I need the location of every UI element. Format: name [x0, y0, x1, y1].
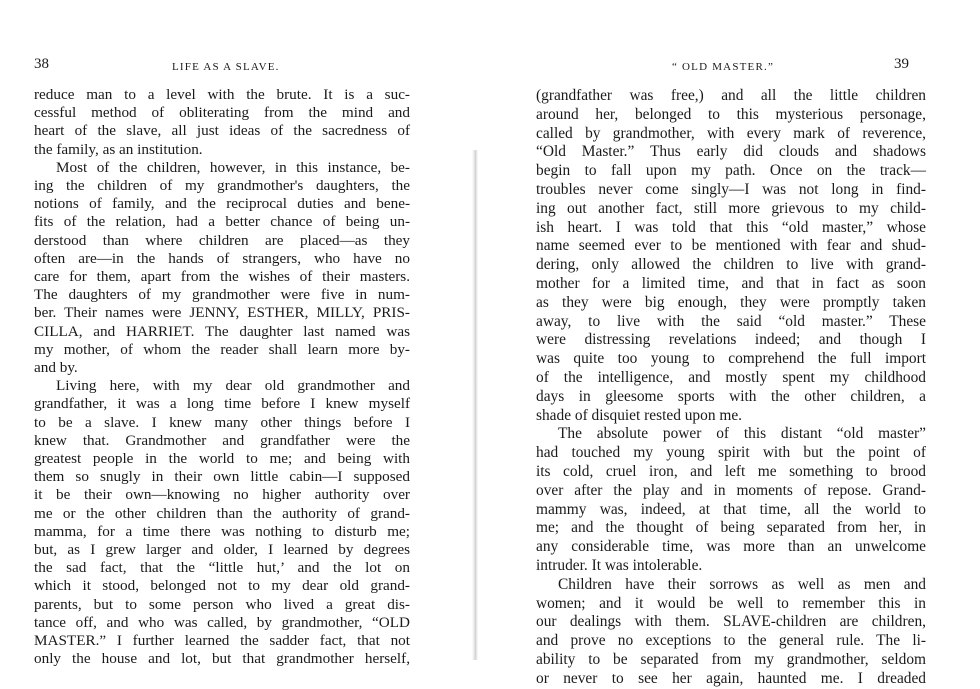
text-line: notions of family, and the reciprocal duties and bene-: [34, 195, 410, 213]
text-line: them so snugly in their own little cabin—I supposed: [34, 468, 410, 486]
text-line: often are—in the hands of strangers, who have no: [34, 249, 410, 267]
page-number: 38: [34, 56, 49, 72]
text-line: “Old Master.” Thus early did clouds and shadows: [536, 143, 926, 161]
text-line: Living here, with my dear old grandmother and: [56, 377, 410, 395]
text-line: only the house and lot, but that grandmother herself,: [34, 650, 410, 668]
text-line: as they were big enough, they were promptly taken: [536, 293, 926, 311]
text-line: and by.: [34, 359, 78, 377]
text-line: called by grandmother, with every mark of reverence,: [536, 124, 926, 142]
text-line: the sad fact, that the “little hut,’ and the lot on: [34, 559, 410, 577]
text-line: troubles never come singly—I was not long in find-: [536, 180, 926, 198]
text-line: reduce man to a level with the brute. It is a suc-: [34, 86, 410, 103]
text-line: me or the other children than the authority of grand-: [34, 504, 410, 522]
text-line: women; and it would be well to remember this in: [536, 594, 926, 612]
text-line: derstood than where children are placed—as they: [34, 231, 410, 249]
text-line: parents, but to some person who lived a great dis-: [34, 595, 410, 613]
right-page-body: [536, 87, 926, 689]
text-line: knew that. Grandmother and grandfather were the: [34, 431, 410, 449]
text-line: was quite too young to comprehend the full import: [536, 350, 926, 368]
text-line: around her, belonged to this mysterious personage,: [536, 105, 926, 123]
left-page-header: [0, 56, 470, 76]
text-line: any considerable time, was more than an unwelcome: [536, 538, 926, 556]
running-head: LIFE AS A SLAVE.: [172, 61, 280, 73]
text-line: intruder. It was intolerable.: [536, 556, 703, 574]
text-line: fits of the relation, had a better chance of being un-: [34, 213, 410, 231]
text-line: grandfather, it was a long time before I knew myself: [34, 395, 410, 413]
text-line: heart of the slave, all just ideas of the sacredness of: [34, 122, 410, 140]
text-line: Most of the children, however, in this instance, be-: [56, 158, 410, 176]
text-line: its cold, cruel iron, and left me something to brood: [536, 462, 926, 480]
text-line: Children have their sorrows as well as men and: [558, 575, 926, 593]
text-line: had touched my young spirit with but the point of: [536, 444, 926, 462]
text-line: away, to live with the said “old master.” These: [536, 312, 926, 330]
text-line: ing the children of my grandmother's daughters, the: [34, 177, 410, 195]
text-line: mamma, for a time there was nothing to disturb me;: [34, 522, 410, 540]
text-line: shade of disquiet rested upon me.: [536, 406, 743, 424]
right-page-header: [480, 56, 980, 76]
text-line: were distressing revelations indeed; and though I: [536, 331, 926, 349]
text-line: of the intelligence, and mostly spent my childhood: [536, 368, 926, 386]
text-line: days in gleesome sports with the other children, a: [536, 387, 926, 405]
text-line: it be their own—knowing no higher authority over: [34, 486, 410, 504]
text-line: over after the play and in moments of repose. Grand-: [536, 481, 926, 499]
text-line: care for them, apart from the wishes of their masters.: [34, 268, 410, 286]
text-line: cessful method of obliterating from the mind and: [34, 104, 410, 122]
text-line: mammy was, indeed, at that time, all the world to: [536, 500, 926, 518]
text-line: tance off, and who was called, by grandmother, “OLD: [34, 613, 410, 631]
text-line: ing out another fact, still more grievous to my child-: [536, 199, 926, 217]
left-page-body: [34, 86, 410, 669]
text-line: MASTER.” I further learned the sadder fact, that not: [34, 632, 410, 650]
right-page: [480, 0, 980, 687]
text-line: CILLA, and HARRIET. The daughter last named was: [34, 322, 410, 340]
text-line: dering, only allowed the children to live with grand-: [536, 256, 926, 274]
text-line: name seemed ever to be mentioned with fear and shud-: [536, 237, 926, 255]
running-head: “ OLD MASTER.”: [672, 61, 775, 73]
text-line: which it stood, belonged not to my dear old grand-: [34, 577, 410, 595]
text-line: my mother, of whom the reader shall learn more by-: [34, 340, 410, 358]
text-line: the family, as an institution.: [34, 140, 203, 158]
text-line: and prove no exceptions to the general rule. The li-: [536, 632, 926, 650]
text-line: greatest people in the world to me; and being with: [34, 450, 410, 468]
text-line: ish heart. I was told that this “old master,” whose: [536, 218, 926, 236]
text-line: our dealings with them. SLAVE-children are children,: [536, 613, 926, 631]
text-line: but, as I grew larger and older, I learned by degrees: [34, 541, 410, 559]
text-line: or never to see her again, haunted me. I dreaded: [536, 669, 926, 687]
text-line: ability to be separated from my grandmother, seldom: [536, 650, 926, 668]
text-line: The absolute power of this distant “old master”: [558, 425, 926, 443]
text-line: mother for a limited time, and that in fact as soon: [536, 274, 926, 292]
page-number: 39: [894, 56, 909, 72]
text-line: to be a slave. I knew many other things before I: [34, 413, 410, 431]
book-gutter: [472, 150, 478, 660]
text-line: me; and the thought of being separated from her, in: [536, 519, 926, 537]
left-page: [0, 0, 470, 668]
text-line: The daughters of my grandmother were five in num-: [34, 286, 410, 304]
text-line: (grandfather was free,) and all the little children: [536, 87, 926, 104]
text-line: begin to fall upon my path. Once on the track—: [536, 162, 926, 180]
text-line: ber. Their names were JENNY, ESTHER, MILLY, PRIS-: [34, 304, 410, 322]
